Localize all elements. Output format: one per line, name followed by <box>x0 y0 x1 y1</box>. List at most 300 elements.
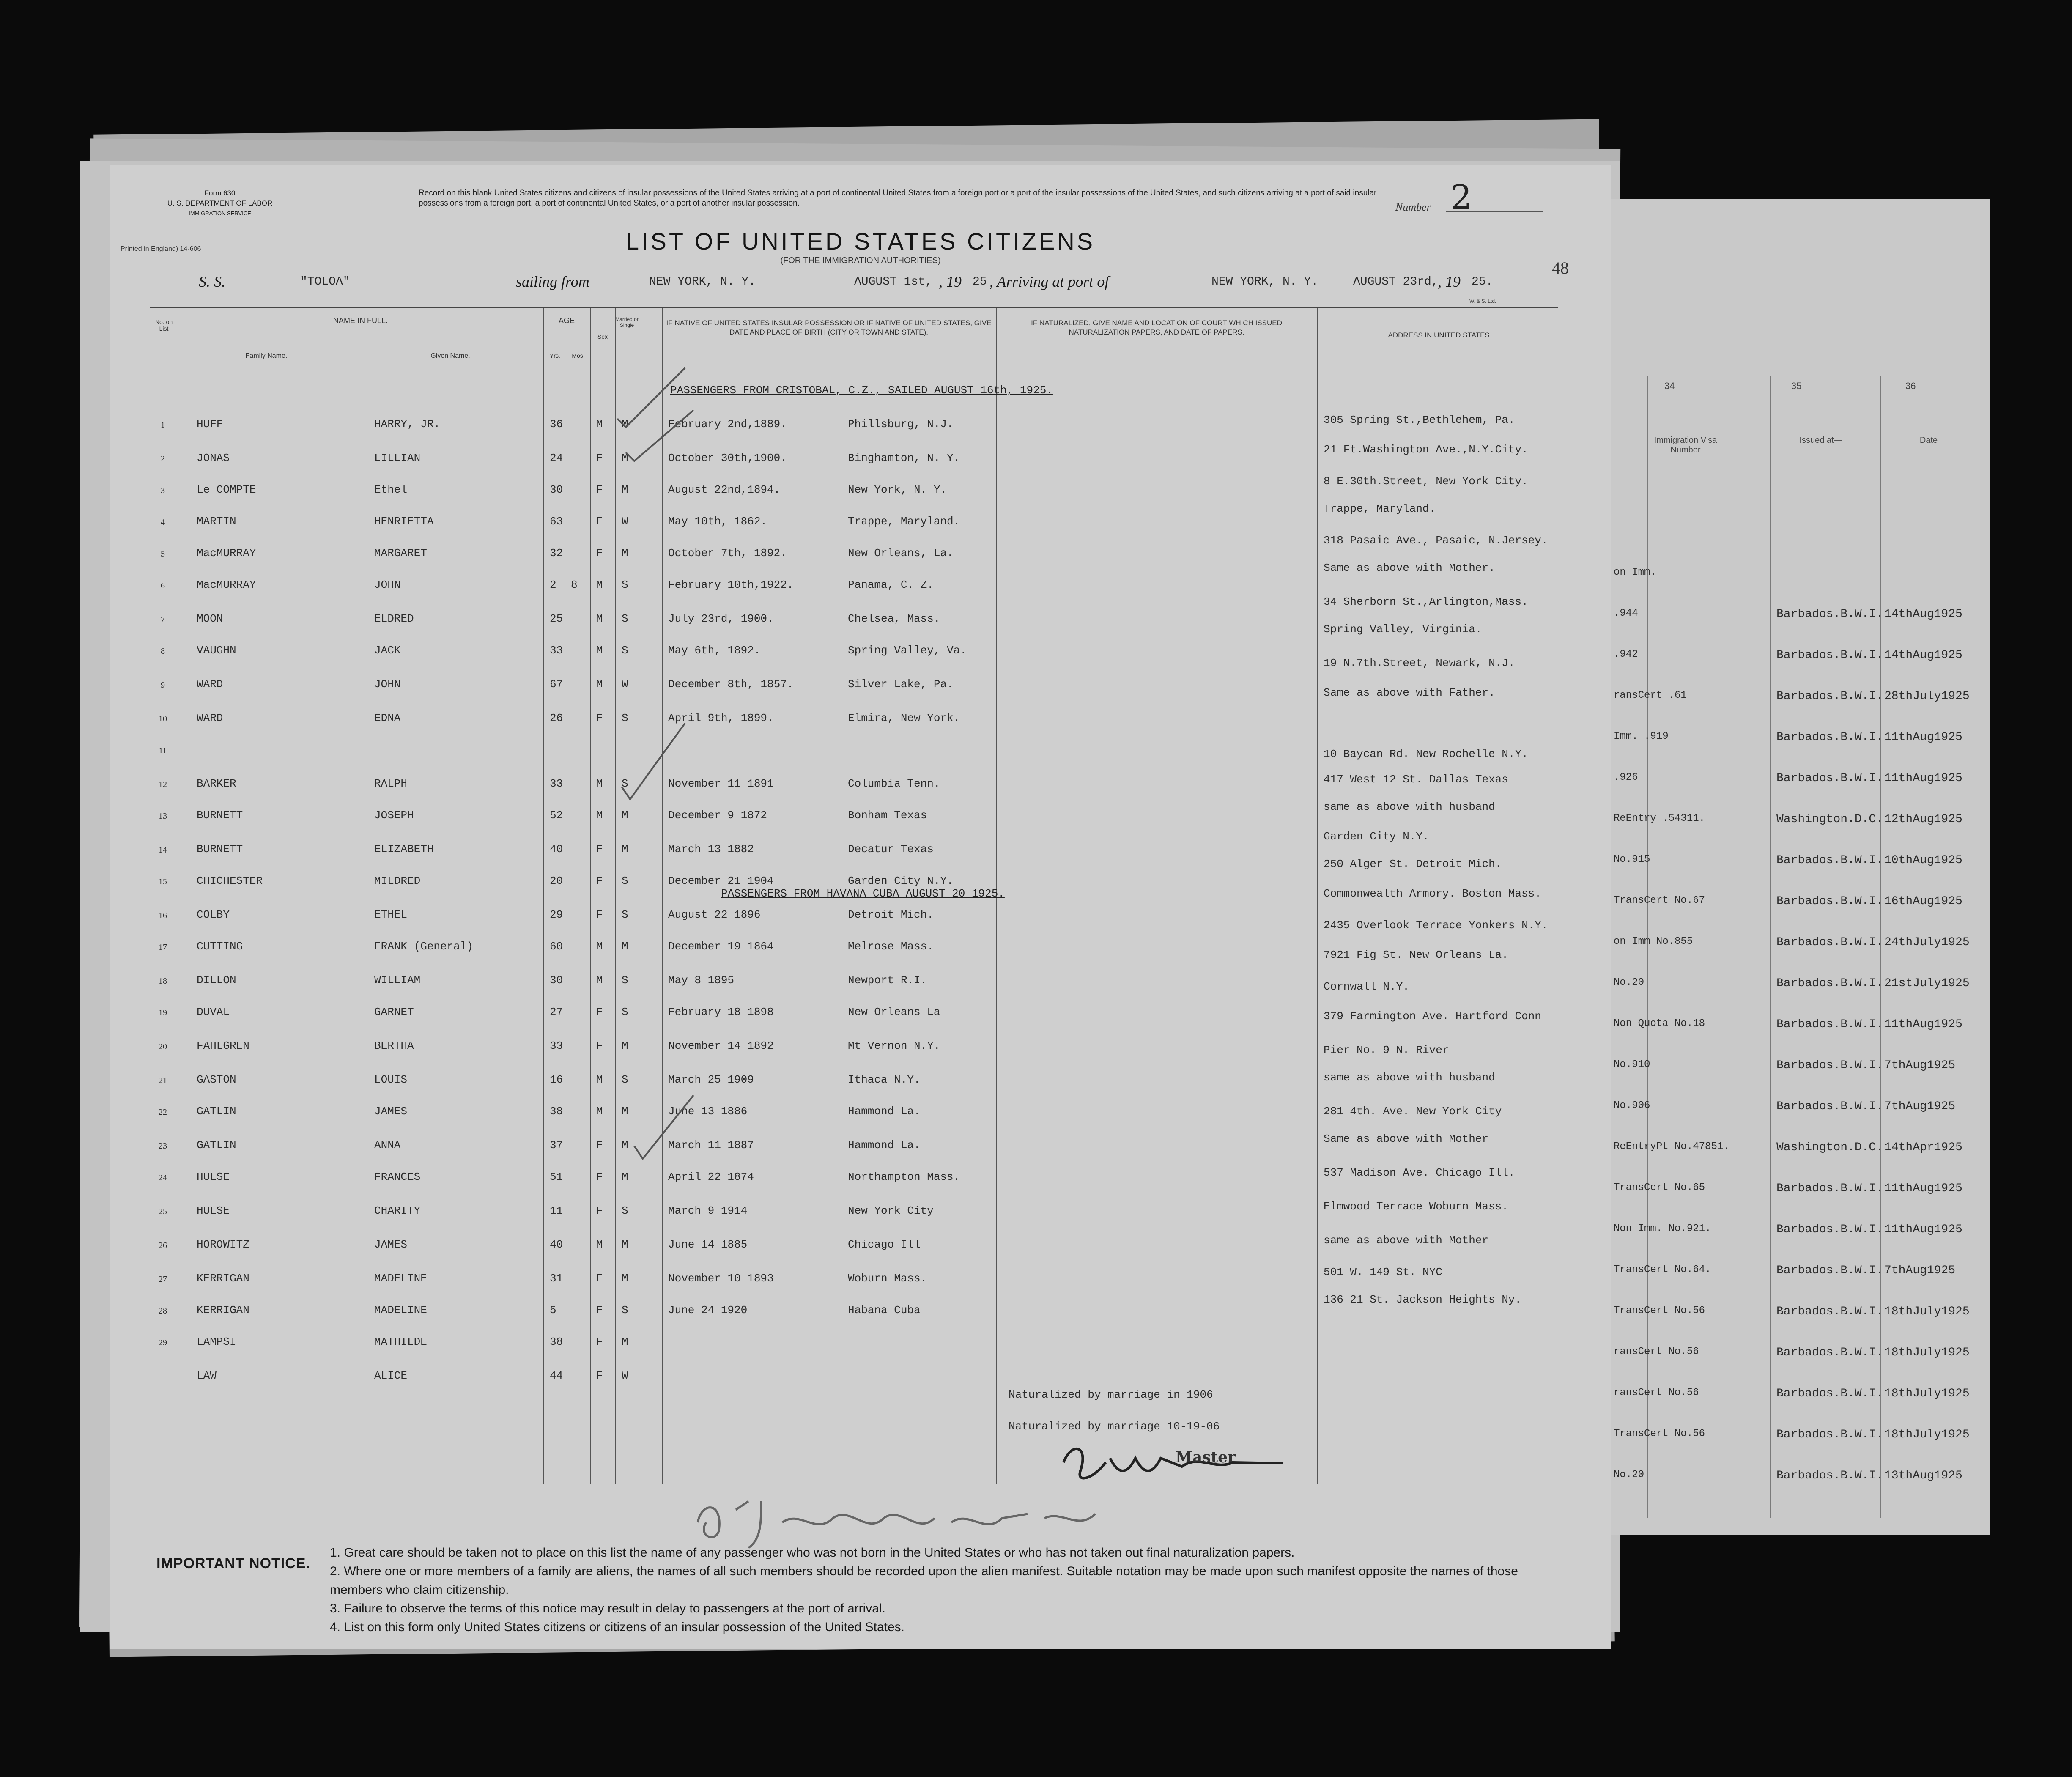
service: IMMIGRATION SERVICE <box>189 210 251 217</box>
given-name-cell: BERTHA <box>374 1039 414 1052</box>
age-cell: 37 <box>550 1139 563 1152</box>
visa-row <box>1609 1055 1990 1084</box>
family-name-cell: HUFF <box>197 418 223 431</box>
address-cell: Cornwall N.Y. <box>1324 980 1409 993</box>
visa-number-cell: TransCert No.65 <box>1614 1182 1705 1193</box>
visa-number-cell: .942 <box>1614 649 1638 660</box>
ss-label: S. S. <box>199 273 225 290</box>
marital-status-cell: S <box>622 579 628 591</box>
issued-at-header: Issued at— <box>1799 436 1842 445</box>
department: U. S. DEPARTMENT OF LABOR <box>167 199 273 207</box>
sex-cell: F <box>596 875 603 887</box>
column-number: 34 <box>1664 381 1675 391</box>
sex-cell: F <box>596 1171 603 1183</box>
birth-place-cell: New Orleans La <box>848 1006 940 1018</box>
birth-place-cell: New Orleans, La. <box>848 547 954 559</box>
age-cell: 44 <box>550 1369 563 1382</box>
given-name-cell: Ethel <box>374 483 408 496</box>
issued-at-cell: Barbados.B.W.I. <box>1776 895 1883 908</box>
visa-number-cell: ReEntry .54311. <box>1614 813 1705 824</box>
birth-place-cell: New York, N. Y. <box>848 483 947 496</box>
given-name-cell: HARRY, JR. <box>374 418 441 431</box>
address-cell: Trappe, Maryland. <box>1324 502 1436 515</box>
marital-status-cell: S <box>622 908 628 921</box>
number-label: Number <box>1395 201 1431 213</box>
visa-number-cell: No.910 <box>1614 1059 1650 1070</box>
row-number: 6 <box>161 581 165 590</box>
column-number: 36 <box>1905 381 1916 391</box>
sailing-from-label: sailing from <box>516 273 589 290</box>
row-number: 23 <box>159 1141 167 1151</box>
birth-date-cell: December 21 1904 <box>668 875 774 887</box>
visa-number-cell: TransCert No.56 <box>1614 1305 1705 1316</box>
birth-date-cell: October 30th,1900. <box>668 452 787 464</box>
age-cell: 32 <box>550 547 563 559</box>
family-name-cell: FAHLGREN <box>197 1039 249 1052</box>
sex-cell: F <box>596 515 603 528</box>
notice-item: 4. List on this form only United States citizens or citizens of an insular possession of the United States. <box>330 1620 905 1634</box>
visa-date-cell: 11thAug1925 <box>1884 1182 1962 1195</box>
form-header-left <box>152 188 288 219</box>
marital-status-cell: S <box>622 1006 628 1018</box>
given-name-cell: MADELINE <box>374 1304 427 1316</box>
row-number: 11 <box>159 746 167 755</box>
form-instruction: Record on this blank United States citizens and citizens of insular possessions of the United States arriving at a port of continental United States from a foreign port or a port of the insular possessions of the United States, and such citizens arriving at a port of said insular possessions from a foreign port, a port of continental United States, or a port of another insular possession. <box>419 189 1377 208</box>
issued-at-cell: Washington.D.C. <box>1776 1141 1883 1154</box>
age-cell: 67 <box>550 678 563 691</box>
birth-date-cell: October 7th, 1892. <box>668 547 787 559</box>
marital-status-cell: S <box>622 1073 628 1086</box>
visa-date-cell: 11thAug1925 <box>1884 1223 1962 1236</box>
issued-at-cell: Barbados.B.W.I. <box>1776 854 1883 867</box>
issued-at-cell: Barbados.B.W.I. <box>1776 977 1883 990</box>
issued-at-cell: Barbados.B.W.I. <box>1776 608 1883 621</box>
master-signature <box>1055 1433 1292 1492</box>
marital-status-cell: M <box>622 1238 628 1251</box>
family-name-cell: DUVAL <box>197 1006 230 1018</box>
family-name-cell: MARTIN <box>197 515 236 528</box>
visa-number-cell: .944 <box>1614 608 1638 619</box>
row-number: 16 <box>159 911 167 920</box>
given-name-cell: JAMES <box>374 1238 408 1251</box>
marital-status-cell: M <box>622 418 628 431</box>
section-heading-havana: PASSENGERS FROM HAVANA CUBA AUGUST 20 1925. <box>721 887 1005 900</box>
name-in-full-header: NAME IN FULL. <box>333 316 388 325</box>
sex-cell: F <box>596 452 603 464</box>
birth-place-cell: Garden City N.Y. <box>848 875 954 887</box>
row-number: 22 <box>159 1108 167 1117</box>
visa-row <box>1609 1301 1990 1330</box>
address-cell: same as above with Mother <box>1324 1234 1489 1247</box>
sex-cell: M <box>596 579 603 591</box>
address-cell: Same as above with Mother <box>1324 1133 1489 1145</box>
given-name-cell: ELDRED <box>374 612 414 625</box>
visa-row <box>1609 1383 1990 1412</box>
visa-row <box>1609 768 1990 797</box>
sex-cell: F <box>596 908 603 921</box>
age-cell: 33 <box>550 777 563 790</box>
passenger-table <box>150 307 1558 1484</box>
row-number: 8 <box>161 647 165 656</box>
address-cell: Same as above with Father. <box>1324 686 1495 699</box>
row-number: 1 <box>161 420 165 430</box>
visa-row <box>1609 1424 1990 1453</box>
visa-date-cell: 13thAug1925 <box>1884 1469 1962 1482</box>
row-number: 10 <box>159 714 167 724</box>
given-name-cell: HENRIETTA <box>374 515 434 528</box>
birth-place-cell: Newport R.I. <box>848 974 927 987</box>
naturalization-note: Naturalized by marriage in 1906 <box>1009 1388 1213 1401</box>
family-name-cell: CUTTING <box>197 940 243 953</box>
arrival-port: NEW YORK, N. Y. <box>1211 275 1318 288</box>
given-name-cell: MILDRED <box>374 875 421 887</box>
visa-date-cell: 14thApr1925 <box>1884 1141 1962 1154</box>
marital-status-cell: S <box>622 1304 628 1316</box>
birth-date-cell: April 9th, 1899. <box>668 712 774 724</box>
marital-status-cell: M <box>622 1272 628 1285</box>
birth-date-cell: May 8 1895 <box>668 974 735 987</box>
arriving-label: , Arriving at port of <box>989 273 1109 290</box>
visa-date-cell: 11thAug1925 <box>1884 1018 1962 1031</box>
marital-status-cell: M <box>622 809 628 822</box>
visa-number-cell: .926 <box>1614 772 1638 783</box>
no-header: No. on List <box>155 318 173 332</box>
visa-date-cell: 16thAug1925 <box>1884 895 1962 908</box>
row-number: 2 <box>161 454 165 463</box>
visa-date-cell: 11thAug1925 <box>1884 731 1962 744</box>
address-cell: Commonwealth Armory. Boston Mass. <box>1324 887 1541 900</box>
birth-date-cell: February 18 1898 <box>668 1006 774 1018</box>
row-number: 15 <box>159 877 167 886</box>
visa-number-cell: TransCert No.64. <box>1614 1264 1711 1275</box>
address-cell: 417 West 12 St. Dallas Texas <box>1324 773 1508 786</box>
sex-cell: F <box>596 1335 603 1348</box>
visa-row <box>1609 1178 1990 1207</box>
visa-date-cell: 18thJuly1925 <box>1884 1305 1970 1318</box>
issued-at-cell: Barbados.B.W.I. <box>1776 1223 1883 1236</box>
birth-date-cell: July 23rd, 1900. <box>668 612 774 625</box>
visa-number-header: Immigration Visa Number <box>1654 436 1717 455</box>
printer-mark: W. & S. Ltd. <box>1469 298 1496 304</box>
given-name-cell: LILLIAN <box>374 452 421 464</box>
manifest-sheet <box>110 165 1611 1649</box>
issued-at-cell: Barbados.B.W.I. <box>1776 690 1883 703</box>
birth-place-cell: Binghamton, N. Y. <box>848 452 960 464</box>
birth-place-cell: Ithaca N.Y. <box>848 1073 921 1086</box>
marital-status-cell: S <box>622 974 628 987</box>
sailing-year: 25 <box>973 275 987 288</box>
sex-cell: F <box>596 547 603 559</box>
pencil-annotation <box>689 1484 1133 1552</box>
section-heading-cristobal: PASSENGERS FROM CRISTOBAL, C.Z., SAILED AUGUST 16th, 1925. <box>670 384 1053 397</box>
sex-cell: M <box>596 678 603 691</box>
family-name-cell: BURNETT <box>197 809 243 822</box>
marital-status-cell: M <box>622 1039 628 1052</box>
address-cell: 136 21 St. Jackson Heights Ny. <box>1324 1293 1522 1306</box>
visa-date-cell: 10thAug1925 <box>1884 854 1962 867</box>
married-single-header: Married or Single <box>615 316 639 328</box>
row-number: 5 <box>161 549 165 559</box>
notice-item: 1. Great care should be taken not to place on this list the name of any passenger who was not born in the United States or who has not taken out final naturalization papers. <box>330 1546 1295 1560</box>
birth-place-cell: Melrose Mass. <box>848 940 934 953</box>
age-cell: 33 <box>550 1039 563 1052</box>
birth-place-cell: Bonham Texas <box>848 809 927 822</box>
birth-date-cell: March 11 1887 <box>668 1139 754 1152</box>
right-continuation-sheet <box>1607 199 1990 1535</box>
birth-place-cell: Hammond La. <box>848 1105 921 1118</box>
given-name-cell: CHARITY <box>374 1204 421 1217</box>
given-name-cell: LOUIS <box>374 1073 408 1086</box>
birth-date-cell: December 8th, 1857. <box>668 678 794 691</box>
given-name-cell: MADELINE <box>374 1272 427 1285</box>
family-name-cell: JONAS <box>197 452 230 464</box>
sex-cell: F <box>596 1369 603 1382</box>
address-cell: 318 Pasaic Ave., Pasaic, N.Jersey. <box>1324 534 1548 547</box>
birth-date-cell: June 24 1920 <box>668 1304 748 1316</box>
issued-at-cell: Washington.D.C. <box>1776 813 1883 826</box>
row-number: 17 <box>159 943 167 952</box>
visa-number-cell: No.915 <box>1614 854 1650 865</box>
issued-at-cell: Barbados.B.W.I. <box>1776 1100 1883 1113</box>
family-name-cell: MacMURRAY <box>197 547 256 559</box>
sex-cell: F <box>596 483 603 496</box>
issued-at-cell: Barbados.B.W.I. <box>1776 1428 1883 1441</box>
marital-status-cell: M <box>622 452 628 464</box>
birth-date-cell: February 2nd,1889. <box>668 418 787 431</box>
visa-row <box>1609 932 1990 961</box>
visa-date-cell: 21stJuly1925 <box>1884 977 1970 990</box>
address-cell: 10 Baycan Rd. New Rochelle N.Y. <box>1324 748 1528 760</box>
visa-row <box>1609 1137 1990 1166</box>
issued-at-cell: Barbados.B.W.I. <box>1776 1305 1883 1318</box>
table-row <box>150 409 1558 442</box>
marital-status-cell: W <box>622 678 628 691</box>
arrival-year-prefix: , 19 <box>1438 273 1461 290</box>
printed-note: Printed in England) 14-606 <box>121 245 201 252</box>
family-name-cell: HOROWITZ <box>197 1238 249 1251</box>
marital-status-cell: S <box>622 612 628 625</box>
sex-header: Sex <box>597 333 608 340</box>
visa-row <box>1609 562 1990 592</box>
visa-row <box>1609 1260 1990 1289</box>
visa-date-cell: 7thAug1925 <box>1884 1264 1956 1277</box>
issued-at-cell: Barbados.B.W.I. <box>1776 1182 1883 1195</box>
check-marks <box>609 343 757 1400</box>
address-cell: Same as above with Mother. <box>1324 562 1495 574</box>
address-cell: 21 Ft.Washington Ave.,N.Y.City. <box>1324 443 1528 456</box>
birth-place-cell: New York City <box>848 1204 934 1217</box>
family-name-cell: GASTON <box>197 1073 236 1086</box>
arrival-date: AUGUST 23rd, <box>1353 275 1439 288</box>
issued-at-cell: Barbados.B.W.I. <box>1776 1387 1883 1400</box>
arrival-year: 25. <box>1472 275 1493 288</box>
table-row <box>150 443 1558 476</box>
visa-row <box>1609 686 1990 715</box>
family-name-cell: WARD <box>197 678 223 691</box>
birth-place-cell: Silver Lake, Pa. <box>848 678 954 691</box>
address-cell: 537 Madison Ave. Chicago Ill. <box>1324 1166 1515 1179</box>
age-cell: 5 <box>550 1304 556 1316</box>
marital-status-cell: S <box>622 875 628 887</box>
given-name-cell: GARNET <box>374 1006 414 1018</box>
age-cell: 26 <box>550 712 563 724</box>
birth-place-cell: Chicago Ill <box>848 1238 921 1251</box>
visa-number-cell: No.20 <box>1614 1469 1644 1481</box>
given-name-cell: MARGARET <box>374 547 427 559</box>
birth-date-cell: November 11 1891 <box>668 777 774 790</box>
sex-cell: M <box>596 644 603 657</box>
sailing-year-prefix: , 19 <box>939 273 962 290</box>
given-name-cell: ELIZABETH <box>374 843 434 856</box>
address-header: ADDRESS IN UNITED STATES. <box>1388 331 1492 339</box>
family-name-cell: KERRIGAN <box>197 1304 249 1316</box>
address-cell: same as above with husband <box>1324 1071 1495 1084</box>
row-number: 14 <box>159 845 167 855</box>
row-number: 21 <box>159 1076 167 1085</box>
given-name-cell: FRANK (General) <box>374 940 474 953</box>
page-title: LIST OF UNITED STATES CITIZENS <box>625 228 1096 255</box>
birth-date-cell: December 9 1872 <box>668 809 767 822</box>
issued-at-cell: Barbados.B.W.I. <box>1776 1469 1883 1482</box>
birth-date-cell: February 10th,1922. <box>668 579 794 591</box>
sex-cell: M <box>596 940 603 953</box>
address-cell: 501 W. 149 St. NYC <box>1324 1266 1442 1278</box>
visa-row <box>1609 603 1990 633</box>
family-name-cell: GATLIN <box>197 1105 236 1118</box>
address-cell: same as above with husband <box>1324 801 1495 813</box>
visa-number-cell: No.906 <box>1614 1100 1650 1111</box>
age-header: AGE <box>558 316 575 325</box>
address-cell: Spring Valley, Virginia. <box>1324 623 1482 636</box>
table-row <box>150 769 1558 802</box>
sex-cell: M <box>596 418 603 431</box>
row-number: 20 <box>159 1042 167 1051</box>
row-number: 29 <box>159 1338 167 1347</box>
birth-place-cell: Decatur Texas <box>848 843 934 856</box>
age-cell: 27 <box>550 1006 563 1018</box>
given-name-cell: RALPH <box>374 777 408 790</box>
visa-number-cell: No.20 <box>1614 977 1644 988</box>
visa-number-cell: ReEntryPt No.47851. <box>1614 1141 1729 1152</box>
birth-date-cell: November 10 1893 <box>668 1272 774 1285</box>
notice-item: 3. Failure to observe the terms of this notice may result in delay to passengers at the port of arrival. <box>330 1601 885 1615</box>
age-cell: 52 <box>550 809 563 822</box>
marital-status-cell: M <box>622 843 628 856</box>
visa-row <box>1609 1096 1990 1125</box>
birth-date-cell: August 22nd,1894. <box>668 483 781 496</box>
family-name-cell: BARKER <box>197 777 236 790</box>
mos-header: Mos. <box>572 352 585 359</box>
address-cell: Garden City N.Y. <box>1324 830 1429 843</box>
age-cell: 2 <box>550 579 556 591</box>
marital-status-cell: M <box>622 940 628 953</box>
marital-status-cell: M <box>622 547 628 559</box>
row-number: 9 <box>161 680 165 690</box>
issued-at-cell: Barbados.B.W.I. <box>1776 1264 1883 1277</box>
birth-place-cell: Trappe, Maryland. <box>848 515 960 528</box>
sailing-date: AUGUST 1st, <box>854 275 932 288</box>
visa-row <box>1609 1014 1990 1043</box>
sex-cell: F <box>596 1204 603 1217</box>
ship-name: "TOLOA" <box>300 275 350 288</box>
birth-date-cell: June 13 1886 <box>668 1105 748 1118</box>
birth-date-cell: June 14 1885 <box>668 1238 748 1251</box>
given-name-cell: JOSEPH <box>374 809 414 822</box>
visa-row <box>1609 644 1990 674</box>
sex-cell: F <box>596 1272 603 1285</box>
birth-place-cell: Panama, C. Z. <box>848 579 934 591</box>
visa-number-cell: ransCert .61 <box>1614 690 1687 701</box>
address-cell: 34 Sherborn St.,Arlington,Mass. <box>1324 595 1528 608</box>
age-cell: 24 <box>550 452 563 464</box>
visa-row <box>1609 973 1990 1002</box>
given-name-cell: JACK <box>374 644 401 657</box>
months-cell: 8 <box>571 579 578 591</box>
visa-number-cell: TransCert No.56 <box>1614 1428 1705 1440</box>
address-cell: Pier No. 9 N. River <box>1324 1044 1449 1056</box>
visa-date-cell: 18thJuly1925 <box>1884 1387 1970 1400</box>
birth-place-cell: Habana Cuba <box>848 1304 921 1316</box>
sex-cell: F <box>596 712 603 724</box>
sex-cell: M <box>596 1073 603 1086</box>
naturalized-header: IF NATURALIZED, GIVE NAME AND LOCATION OF COURT WHICH ISSUED NATURALIZATION PAPERS, AND DATE OF PAPERS. <box>1031 319 1282 336</box>
visa-date-cell: 12thAug1925 <box>1884 813 1962 826</box>
sex-cell: F <box>596 1039 603 1052</box>
given-name-cell: ALICE <box>374 1369 408 1382</box>
family-name-cell: MacMURRAY <box>197 579 256 591</box>
sex-cell: M <box>596 1238 603 1251</box>
list-number: 2 <box>1450 178 1472 217</box>
birth-header: IF NATIVE OF UNITED STATES INSULAR POSSESSION OR IF NATIVE OF UNITED STATES, GIVE DATE AND PLACE OF BIRTH (CITY OR TOWN AND STATE). <box>666 319 992 336</box>
age-cell: 33 <box>550 644 563 657</box>
birth-date-cell: August 22 1896 <box>668 908 761 921</box>
age-cell: 30 <box>550 483 563 496</box>
family-name-cell: COLBY <box>197 908 230 921</box>
address-cell: 8 E.30th.Street, New York City. <box>1324 475 1528 488</box>
family-name-cell: DILLON <box>197 974 236 987</box>
age-cell: 38 <box>550 1105 563 1118</box>
issued-at-cell: Barbados.B.W.I. <box>1776 772 1883 785</box>
visa-number-cell: Non Quota No.18 <box>1614 1018 1705 1029</box>
voyage-line <box>110 273 1611 302</box>
visa-date-cell: 14thAug1925 <box>1884 649 1962 662</box>
notice-item: 2. Where one or more members of a family are aliens, the names of all such members should be recorded upon the alien manifest. Suitable notation may be made upon such manifest opposite the names of those members who claim citizenship. <box>330 1564 1518 1597</box>
visa-number-cell: Non Imm. No.921. <box>1614 1223 1711 1234</box>
sex-cell: F <box>596 1304 603 1316</box>
birth-date-cell: May 10th, 1862. <box>668 515 767 528</box>
age-cell: 36 <box>550 418 563 431</box>
marital-status-cell: M <box>622 1335 628 1348</box>
visa-row <box>1609 727 1990 756</box>
table-row <box>150 1361 1558 1394</box>
yrs-header: Yrs. <box>550 352 560 359</box>
birth-place-cell: Mt Vernon N.Y. <box>848 1039 940 1052</box>
sailing-port: NEW YORK, N. Y. <box>649 275 756 288</box>
age-cell: 29 <box>550 908 563 921</box>
row-number: 24 <box>159 1173 167 1182</box>
visa-date-cell: 7thAug1925 <box>1884 1059 1956 1072</box>
issued-at-cell: Barbados.B.W.I. <box>1776 649 1883 662</box>
birth-place-cell: Columbia Tenn. <box>848 777 940 790</box>
visa-number-cell: ransCert No.56 <box>1614 1387 1699 1399</box>
row-number: 27 <box>159 1275 167 1284</box>
marital-status-cell: M <box>622 483 628 496</box>
given-name-cell: ETHEL <box>374 908 408 921</box>
given-name-cell: JOHN <box>374 579 401 591</box>
marital-status-cell: M <box>622 1105 628 1118</box>
birth-date-cell: December 19 1864 <box>668 940 774 953</box>
family-name-cell: LAW <box>197 1369 217 1382</box>
